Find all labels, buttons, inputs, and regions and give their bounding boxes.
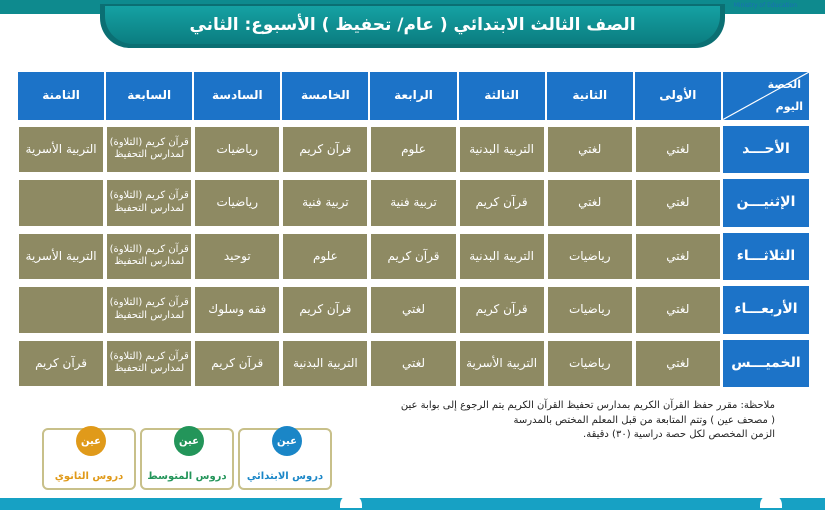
subject-cell: لغتي <box>635 126 721 174</box>
subject-cell <box>18 286 104 334</box>
subject-cell: قرآن كريم <box>459 179 545 227</box>
subject-cell <box>18 179 104 227</box>
bottom-strip <box>0 498 825 510</box>
note-line: ( مصحف عين ) وتتم المتابعة من قبل المعلم المختص بالمدرسة <box>513 414 775 426</box>
subject-cell: تربية فنية <box>370 179 456 227</box>
period-header: السادسة <box>194 72 280 120</box>
bottom-badge <box>760 494 782 508</box>
ein-logo-icon: عين <box>174 426 204 456</box>
subject-cell: توحيد <box>194 233 280 281</box>
day-label: الثلاثـــاء <box>723 233 809 281</box>
subject-cell: قرآن كريم (التلاوة) لمدارس التحفيظ <box>106 233 192 281</box>
subject-cell: لغتي <box>547 126 633 174</box>
corner-day-label: اليوم <box>775 99 803 113</box>
subject-cell: قرآن كريم <box>370 233 456 281</box>
day-label: الأحـــد <box>723 126 809 174</box>
subject-cell: لغتي <box>635 340 721 388</box>
page-title: الصف الثالث الابتدائي ( عام/ تحفيظ ) الأسبوع: الثاني <box>189 15 636 35</box>
subject-cell: التربية الأسرية <box>18 126 104 174</box>
subject-cell: رياضيات <box>547 340 633 388</box>
portal-intermediate[interactable] <box>140 428 234 490</box>
timetable <box>18 72 809 387</box>
period-header: الأولى <box>635 72 721 120</box>
subject-cell: قرآن كريم (التلاوة) لمدارس التحفيظ <box>106 286 192 334</box>
subject-cell: التربية البدنية <box>459 126 545 174</box>
subject-cell: لغتي <box>370 340 456 388</box>
subject-cell: قرآن كريم (التلاوة) لمدارس التحفيظ <box>106 126 192 174</box>
subject-cell: رياضيات <box>194 179 280 227</box>
subject-cell: التربية البدنية <box>282 340 368 388</box>
subject-cell: تربية فنية <box>282 179 368 227</box>
portal-label: دروس الابتدائي <box>246 471 324 482</box>
portal-primary[interactable] <box>238 428 332 490</box>
subject-cell: رياضيات <box>547 286 633 334</box>
note-line: ملاحظة: مقرر حفظ القرآن الكريم بمدارس تحفيظ القرآن الكريم يتم الرجوع إلى بوابة عين <box>400 400 775 411</box>
day-label: الأربعـــاء <box>723 286 809 334</box>
subject-cell: لغتي <box>547 179 633 227</box>
subject-cell: لغتي <box>370 286 456 334</box>
ministry-logo: Ministry of Education <box>733 2 797 9</box>
subject-cell: قرآن كريم <box>282 286 368 334</box>
period-header: الخامسة <box>282 72 368 120</box>
subject-cell: قرآن كريم (التلاوة) لمدارس التحفيظ <box>106 340 192 388</box>
corner-period-label: الحصة <box>767 78 801 91</box>
period-header: الثالثة <box>459 72 545 120</box>
period-header: الرابعة <box>370 72 456 120</box>
subject-cell: علوم <box>370 126 456 174</box>
subject-cell: قرآن كريم <box>459 286 545 334</box>
note-line: الزمن المخصص لكل حصة دراسية (٣٠) دقيقة. <box>583 429 775 440</box>
subject-cell: لغتي <box>635 233 721 281</box>
subject-cell: قرآن كريم (التلاوة) لمدارس التحفيظ <box>106 179 192 227</box>
period-header: الثامنة <box>18 72 104 120</box>
bottom-badge <box>340 494 362 508</box>
subject-cell: قرآن كريم <box>194 340 280 388</box>
ein-logo-icon: عين <box>76 426 106 456</box>
subject-cell: رياضيات <box>194 126 280 174</box>
subject-cell: التربية البدنية <box>459 233 545 281</box>
subject-cell: رياضيات <box>547 233 633 281</box>
subject-cell: لغتي <box>635 286 721 334</box>
subject-cell: فقه وسلوك <box>194 286 280 334</box>
day-label: الخميـــس <box>723 340 809 388</box>
subject-cell: قرآن كريم <box>18 340 104 388</box>
corner-header <box>723 72 809 120</box>
subject-cell: التربية الأسرية <box>459 340 545 388</box>
portal-label: دروس الثانوي <box>54 471 124 482</box>
notes <box>315 399 775 443</box>
portal-secondary[interactable] <box>42 428 136 490</box>
day-label: الإثنيـــن <box>723 179 809 227</box>
subject-cell: علوم <box>282 233 368 281</box>
portal-label: دروس المتوسط <box>147 471 227 482</box>
title-banner <box>105 6 720 44</box>
subject-cell: قرآن كريم <box>282 126 368 174</box>
subject-cell: التربية الأسرية <box>18 233 104 281</box>
period-header: الثانية <box>547 72 633 120</box>
period-header: السابعة <box>106 72 192 120</box>
ein-logo-icon: عين <box>272 426 302 456</box>
subject-cell: لغتي <box>635 179 721 227</box>
